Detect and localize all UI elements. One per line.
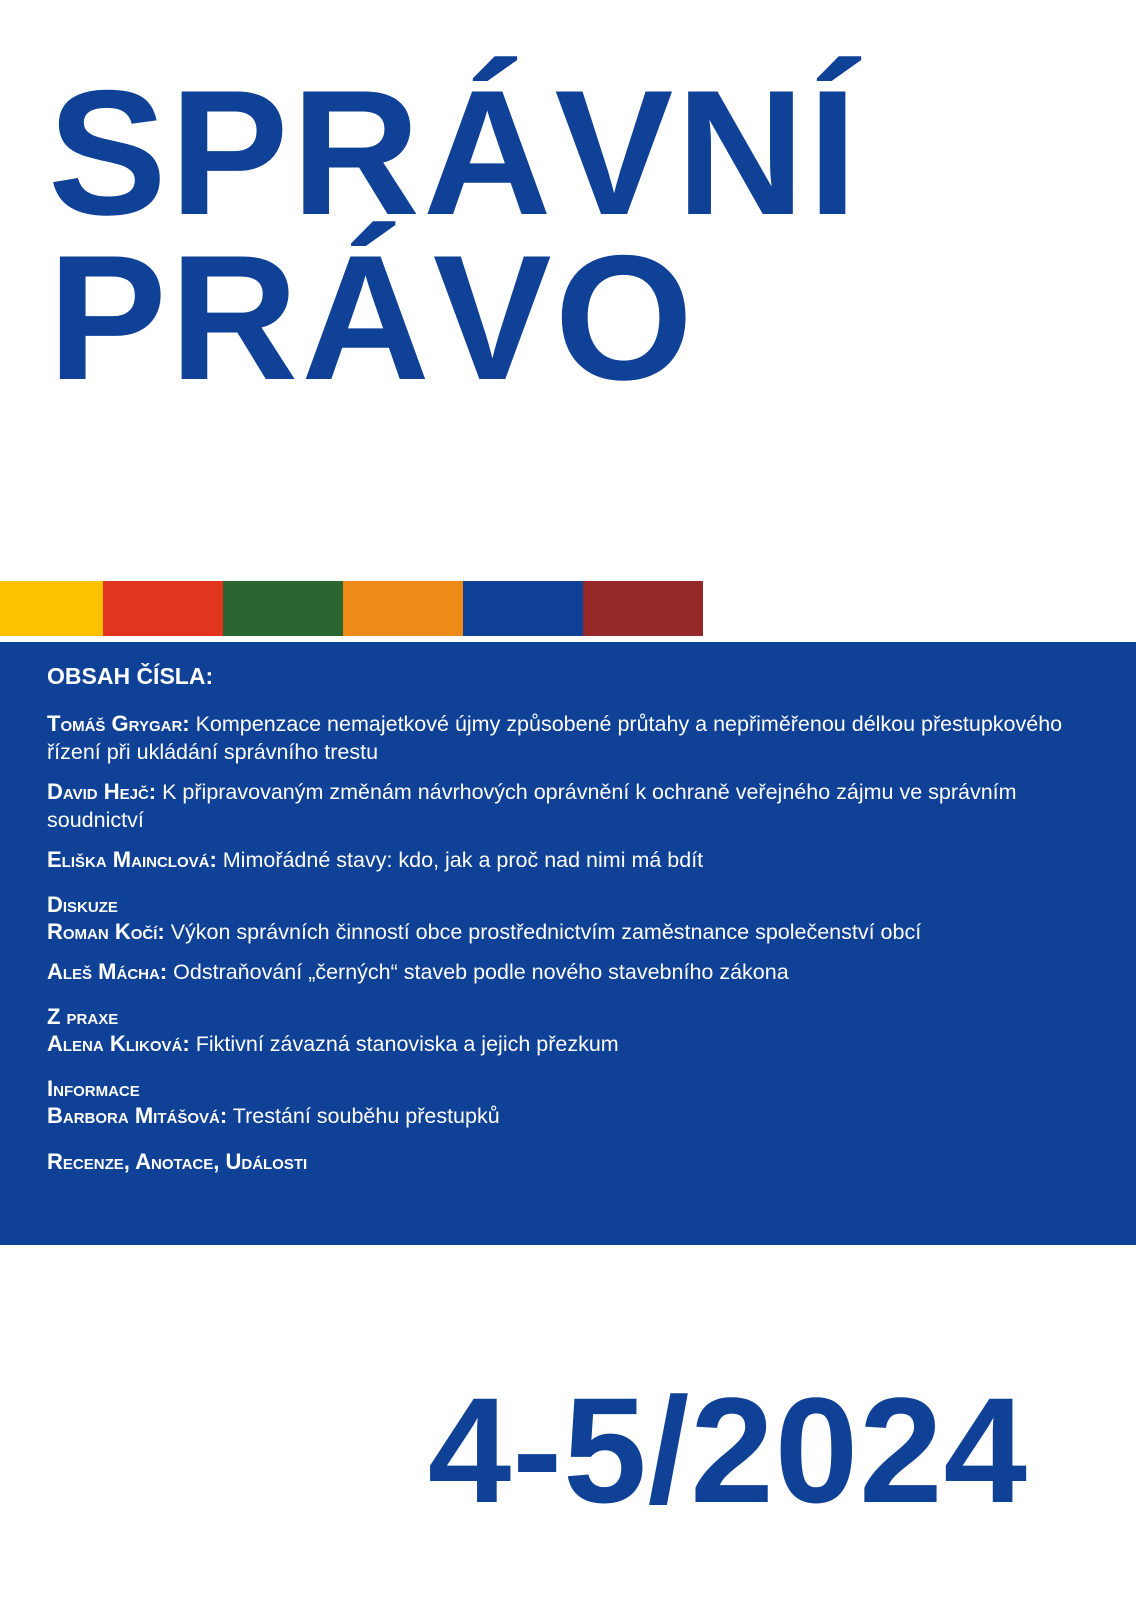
- color-stripe-segment-orange: [343, 581, 463, 636]
- contents-entry: [47, 1030, 1096, 1058]
- section-z-praxe: [47, 1004, 1096, 1058]
- contents-entry: [47, 710, 1096, 766]
- color-stripe-segment-maroon: [583, 581, 703, 636]
- section-diskuze: [47, 892, 1096, 986]
- article-title: Trestání souběhu přestupků: [232, 1104, 500, 1128]
- article-author: Eliška Mainclová:: [47, 847, 217, 872]
- article-author: Barbora Mitášová:: [47, 1103, 228, 1128]
- journal-title: [48, 53, 861, 417]
- contents-entry: [47, 846, 1096, 874]
- section-label: Diskuze: [47, 892, 118, 917]
- color-stripe-segment-blue: [463, 581, 583, 636]
- article-title: Kompenzace nemajetkové újmy způsobené průtahy a nepřiměřenou délkou přestupkového řízení při ukládání správního trestu: [47, 712, 1063, 764]
- article-author: Roman Kočí:: [47, 919, 165, 944]
- article-title: Mimořádné stavy: kdo, jak a proč nad nimi má bdít: [222, 848, 704, 872]
- journal-title-line-2: PRÁVO: [48, 218, 696, 417]
- contents-footer: Recenze, Anotace, Události: [47, 1149, 308, 1174]
- color-stripe-segment-green: [223, 581, 343, 636]
- article-title: Odstraňování „černých“ staveb podle nového stavebního zákona: [173, 960, 789, 984]
- section-label: Z praxe: [47, 1004, 119, 1029]
- color-stripe-segment-yellow: [0, 581, 103, 636]
- article-author: Aleš Mácha:: [47, 959, 168, 984]
- contents-heading: OBSAH ČÍSLA:: [47, 663, 214, 689]
- color-stripe: [0, 581, 703, 636]
- contents-entry: [47, 778, 1096, 834]
- article-author: Alena Kliková:: [47, 1031, 190, 1056]
- contents-entry: [47, 958, 1096, 986]
- color-stripe-segment-red: [103, 581, 223, 636]
- article-author: David Hejč:: [47, 779, 157, 804]
- section-label: Informace: [47, 1076, 140, 1101]
- article-title: Fiktivní závazná stanoviska a jejich přezkum: [195, 1032, 619, 1056]
- contents-entry: [47, 1102, 1096, 1130]
- table-of-contents: [0, 642, 1136, 1245]
- section-informace: [47, 1076, 1096, 1130]
- contents-entry: [47, 918, 1096, 946]
- issue-number: 4-5/2024: [427, 1366, 1028, 1534]
- article-author: Tomáš Grygar:: [47, 711, 190, 736]
- article-title: Výkon správních činností obce prostřednictvím zaměstnance společenství obcí: [170, 920, 922, 944]
- article-title: K připravovaným změnám návrhových oprávnění k ochraně veřejného zájmu ve správním soudnictví: [47, 780, 1017, 832]
- journal-title-line-1: SPRÁVNÍ: [48, 53, 861, 252]
